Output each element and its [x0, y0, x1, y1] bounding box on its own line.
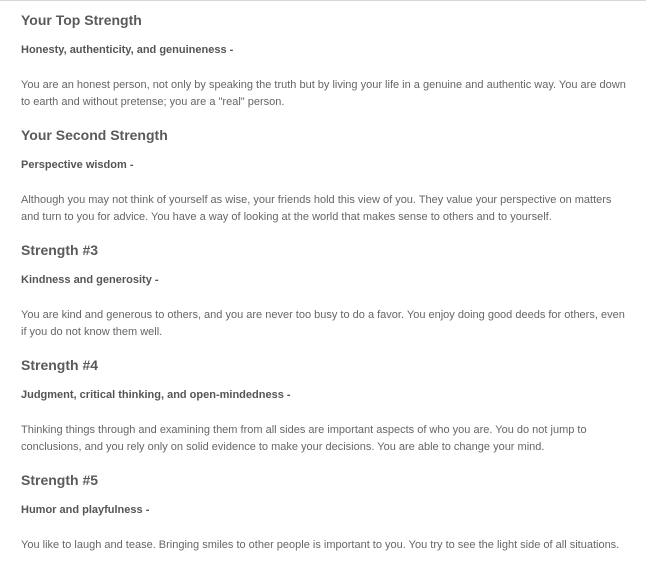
section-heading: Your Second Strength — [21, 127, 168, 143]
strength-section-2 — [21, 127, 626, 223]
strength-section-3 — [21, 242, 626, 338]
strength-section-5 — [21, 472, 626, 551]
strength-description: Although you may not think of yourself as wise, your friends hold this view of you. They value your perspective on matters and turn to you for advice. You have a way of looking at the world that makes sense to others and to yourself. — [21, 194, 612, 223]
strength-description: You are an honest person, not only by speaking the truth but by living your life in a genuine and authentic way. You are down to earth and without pretense; you are a "real" person. — [21, 79, 626, 108]
strength-name: Judgment, critical thinking, and open-mindedness - — [21, 389, 291, 401]
strength-section-4 — [21, 357, 626, 453]
section-heading: Strength #3 — [21, 242, 99, 258]
section-heading: Strength #4 — [21, 357, 99, 373]
strength-name: Perspective wisdom - — [21, 159, 134, 171]
strength-description: You like to laugh and tease. Bringing smiles to other people is important to you. You try to see the light side of all situations. — [21, 539, 620, 551]
section-heading: Your Top Strength — [21, 12, 142, 28]
section-heading: Strength #5 — [21, 472, 99, 488]
strength-name: Kindness and generosity - — [21, 274, 159, 286]
strength-section-1 — [21, 12, 626, 108]
strength-description: You are kind and generous to others, and you are never too busy to do a favor. You enjoy doing good deeds for others, even if you do not know them well. — [21, 309, 625, 338]
strength-description: Thinking things through and examining them from all sides are important aspects of who you are. You do not jump to conclusions, and you rely only on solid evidence to make your decisions. You are able to change your mind. — [21, 424, 587, 453]
strength-name: Humor and playfulness - — [21, 504, 150, 516]
strength-name: Honesty, authenticity, and genuineness - — [21, 44, 234, 56]
